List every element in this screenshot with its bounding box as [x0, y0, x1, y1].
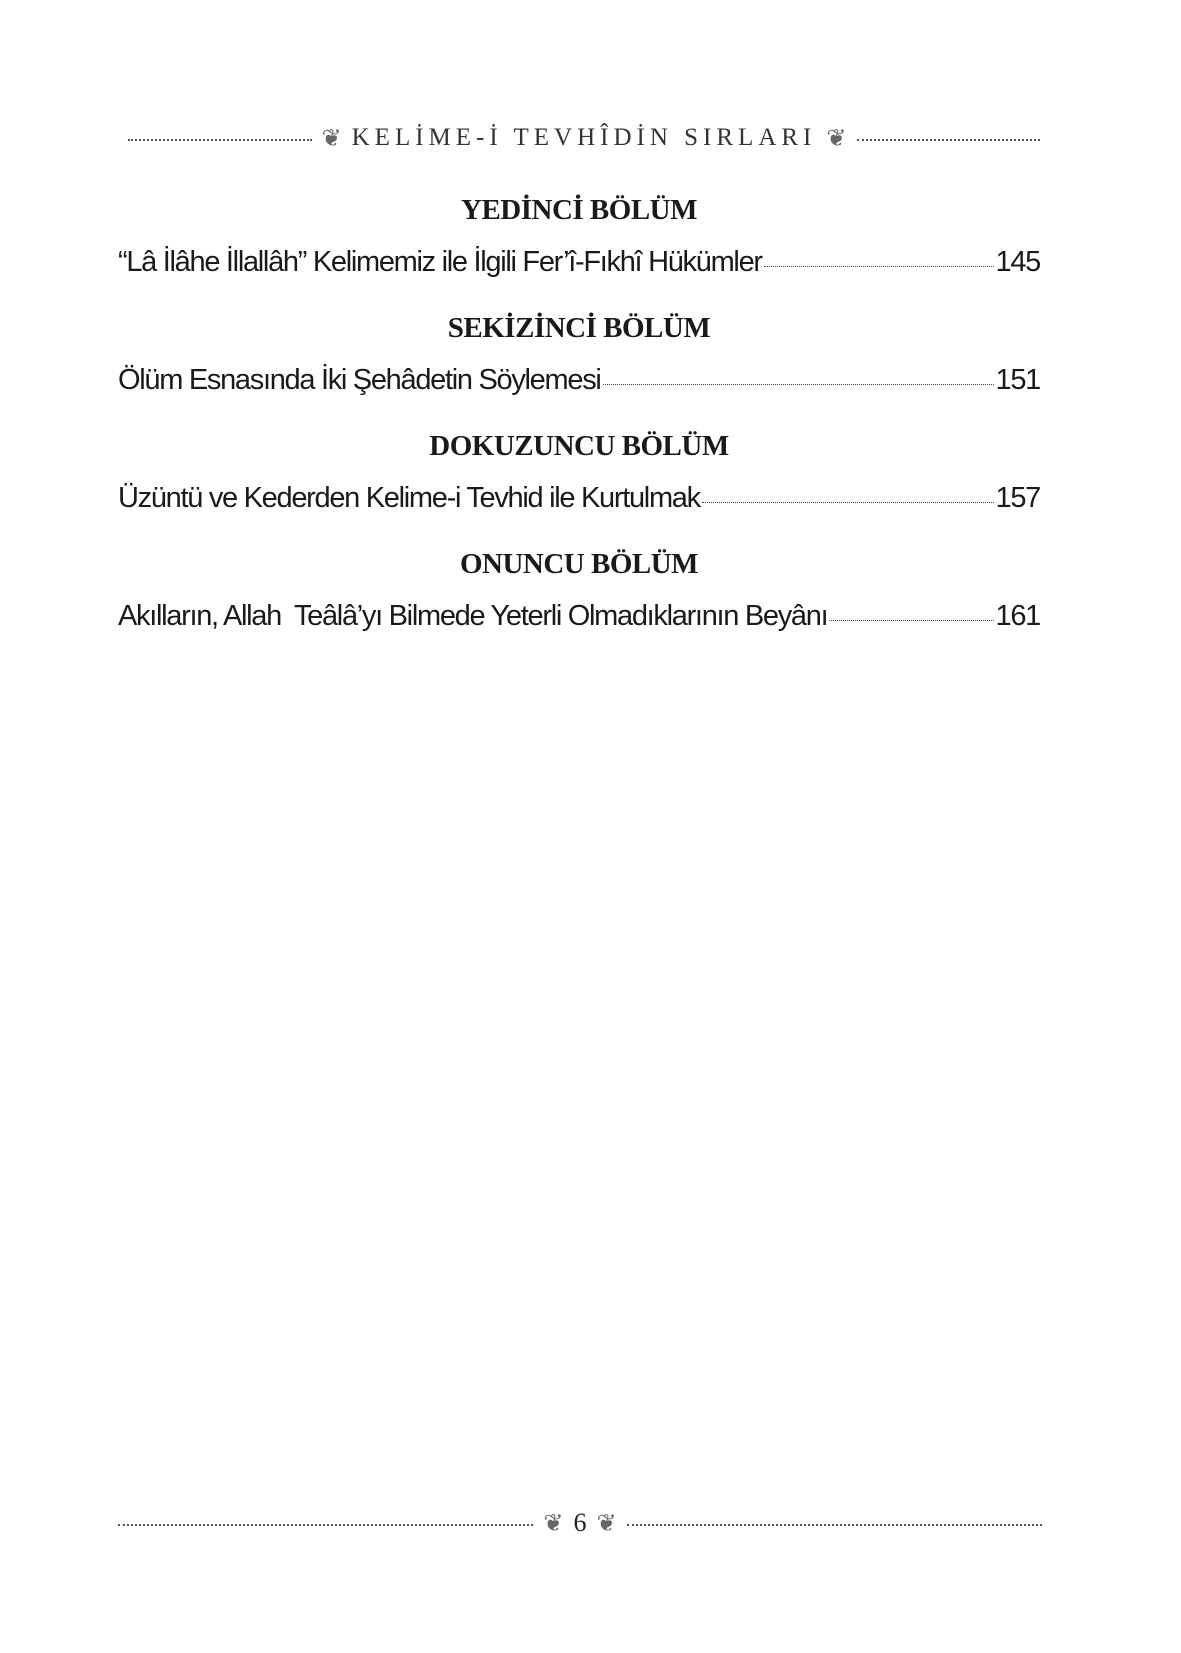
- toc-entry[interactable]: [118, 596, 1040, 636]
- dot-leader: [829, 620, 993, 621]
- entry-page: 157: [995, 482, 1040, 514]
- dot-leader: [764, 266, 994, 267]
- dot-leader: [702, 502, 994, 503]
- dotted-rule-left: [118, 1524, 533, 1526]
- chapter-heading: ONUNCU BÖLÜM: [459, 548, 699, 580]
- entry-title: Akılların, Allah Teâlâ’yı Bilmede Yeterli Olmadıklarının Beyânı: [118, 600, 828, 632]
- entry-title: “Lâ İlâhe İllallâh” Kelimemiz ile İlgili Fer’î-Fıkhî Hükümler: [118, 246, 762, 278]
- dot-leader: [603, 384, 994, 385]
- toc-entry[interactable]: [118, 242, 1040, 282]
- running-header: [128, 118, 1040, 158]
- entry-title: Üzüntü ve Kederden Kelime-i Tevhid ile Kurtulmak: [118, 482, 700, 514]
- dotted-rule-right: [857, 139, 1041, 141]
- running-title: KELİME-İ TEVHÎDİN SIRLARI: [351, 124, 817, 151]
- dotted-rule-left: [128, 139, 312, 141]
- dotted-rule-right: [627, 1524, 1042, 1526]
- ornament-right-icon: ❦: [826, 124, 847, 152]
- table-of-contents: [118, 190, 1040, 662]
- entry-page: 151: [995, 364, 1040, 396]
- toc-entry[interactable]: [118, 360, 1040, 400]
- chapter-heading: SEKİZİNCİ BÖLÜM: [447, 312, 711, 344]
- chapter-heading: DOKUZUNCU BÖLÜM: [429, 430, 729, 462]
- toc-entry[interactable]: [118, 478, 1040, 518]
- entry-page: 161: [995, 600, 1040, 632]
- page-number: 6: [573, 1508, 587, 1537]
- ornament-right-icon: ❦: [596, 1509, 617, 1537]
- ornament-left-icon: ❦: [543, 1509, 564, 1537]
- page-footer: [118, 1505, 1042, 1541]
- ornament-left-icon: ❦: [321, 124, 342, 152]
- chapter-heading: YEDİNCİ BÖLÜM: [461, 194, 697, 226]
- entry-title: Ölüm Esnasında İki Şehâdetin Söylemesi: [118, 364, 601, 396]
- entry-page: 145: [995, 246, 1040, 278]
